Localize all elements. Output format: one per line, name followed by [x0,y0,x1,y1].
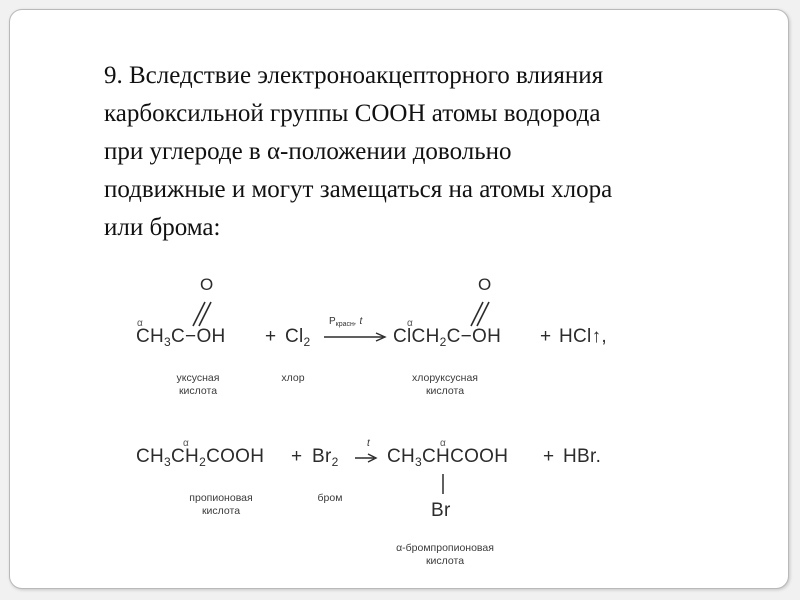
alpha-mark-r1-reactant: α [137,318,143,329]
oxygen-r1-reactant: O [200,275,214,294]
reaction-arrow-r1 [323,331,389,343]
plus-sign: + [540,326,552,347]
single-bond-br [441,474,445,496]
formula-propionic-acid: $CH_3CH_2COOH$ [136,446,265,469]
reaction-arrow-r2 [354,452,380,464]
paragraph-line-5: или брома: [104,214,221,241]
plus-sign: + [265,326,277,347]
label-bromopropionic-acid: α-бромпропионовая кислота [396,542,494,567]
reaction-condition-r1: $P_{красн}$, t [329,316,363,328]
formula-chloroacetic-acid: ClCH$_2$C−OH [393,326,502,349]
paragraph-line-2: карбоксильной группы СООН атомы водорода [104,100,601,127]
body-paragraph [104,57,764,247]
formula-chlorine: $Cl_2$ [285,326,311,349]
alpha-mark-r2-product: α [440,438,446,449]
label-bromine: бром [317,492,343,504]
label-chlorine: хлор [281,372,305,384]
alpha-mark-r2-reactant: α [183,438,189,449]
substituent-bromine: Br [431,500,451,521]
label-acetic-acid: уксусная кислота [176,372,220,397]
paragraph-line-4: подвижные и могут замещаться на атомы хлора [104,176,613,203]
paragraph-line-1: 9. Вследствие электроноакцепторного влияния [104,62,604,89]
plus-sign: + [543,446,555,467]
paragraph-line-3: при углероде в α-положении довольно [104,138,512,165]
formula-bromine: $Br_2$ [312,446,339,469]
alpha-mark-r1-product: α [407,318,413,329]
label-propionic-acid: пропионовая кислота [189,492,253,517]
oxygen-r1-product: O [478,275,492,294]
plus-sign: + [291,446,303,467]
slide [9,9,789,589]
formula-bromopropionic-acid: $CH_3CHCOOH$ [387,446,509,469]
formula-acetic-acid: $CH_3C-OH$ [136,326,226,349]
reaction-condition-r2: t [367,438,370,449]
formula-hcl: HCl↑, [559,326,607,347]
formula-hbr: HBr. [563,446,602,467]
label-chloroacetic-acid: хлоруксусная кислота [412,372,478,397]
